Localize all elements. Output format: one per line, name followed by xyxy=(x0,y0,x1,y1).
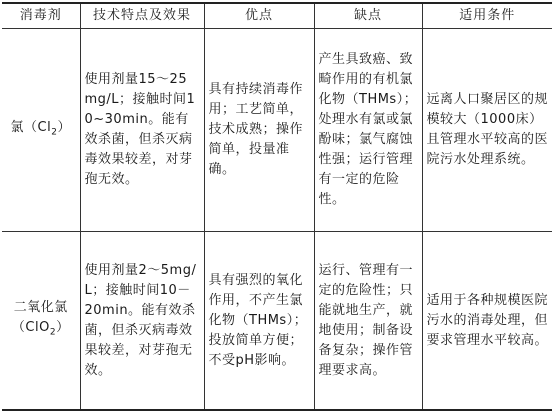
header-row xyxy=(2,3,552,29)
header-pros: 优点 xyxy=(204,3,314,29)
agent-formula-subscript: 2 xyxy=(49,327,57,338)
agent-cell-chlorine xyxy=(2,29,80,232)
header-agent: 消毒剂 xyxy=(2,3,80,29)
table-row-chlorine xyxy=(2,29,552,232)
conditions-text: 适用于各种规模医院污水的消毒处理，但要求管理水平较高。 xyxy=(426,292,549,348)
agent-formula-subscript: 2 xyxy=(51,127,58,138)
table-row-chlorine-dioxide xyxy=(2,232,552,411)
pros-cell-chlorine-dioxide xyxy=(204,232,314,411)
pros-text: 具有强烈的氧化作用，不产生氯化物（THMs）；投放简单方便；不受pH影响。 xyxy=(208,272,308,368)
agent-name-prefix: 氯（Cl xyxy=(10,119,52,135)
pros-text: 具有持续消毒作用；工艺简单，技术成熟；操作简单，投量准确。 xyxy=(208,82,304,177)
agent-name-line2: （ClO xyxy=(11,320,50,336)
cons-text: 产生具致癌、致畸作用的有机氯化物（THMs）；处理水有氯或氯酚味；氯气腐蚀性强；运行管理有一定的危险性。 xyxy=(318,52,418,207)
header-features: 技术特点及效果 xyxy=(80,3,204,29)
cons-cell-chlorine xyxy=(314,29,422,232)
cons-text: 运行、管理有一定的危险性；只能就地生产，就地使用；制备设备复杂；操作管理要求高。 xyxy=(318,262,414,378)
cons-cell-chlorine-dioxide xyxy=(314,232,422,411)
features-cell-chlorine-dioxide xyxy=(80,232,204,411)
header-cons: 缺点 xyxy=(314,3,422,29)
features-text: 使用剂量15～25mg/L；接触时间10~30min。能有效杀菌，但杀灭病毒效果较差，对芽孢无效。 xyxy=(84,72,196,187)
agent-name-prefix: 二氧化氯 xyxy=(13,300,68,316)
conditions-text: 远离人口聚居区的规模较大（1000床）且管理水平较高的医院污水处理系统。 xyxy=(426,92,549,167)
pros-cell-chlorine xyxy=(204,29,314,232)
features-text: 使用剂量2～5mg/L；接触时间10－20min。能有效杀菌，但杀灭病毒效果较差，对芽孢无效。 xyxy=(84,262,197,378)
features-cell-chlorine xyxy=(80,29,204,232)
conditions-cell-chlorine xyxy=(422,29,552,232)
agent-name-suffix: ） xyxy=(57,119,71,135)
conditions-cell-chlorine-dioxide xyxy=(422,232,552,411)
header-conditions: 适用条件 xyxy=(422,3,552,29)
agent-name-suffix: ） xyxy=(56,320,70,336)
disinfectant-comparison-table xyxy=(2,2,552,411)
agent-cell-chlorine-dioxide xyxy=(2,232,80,411)
